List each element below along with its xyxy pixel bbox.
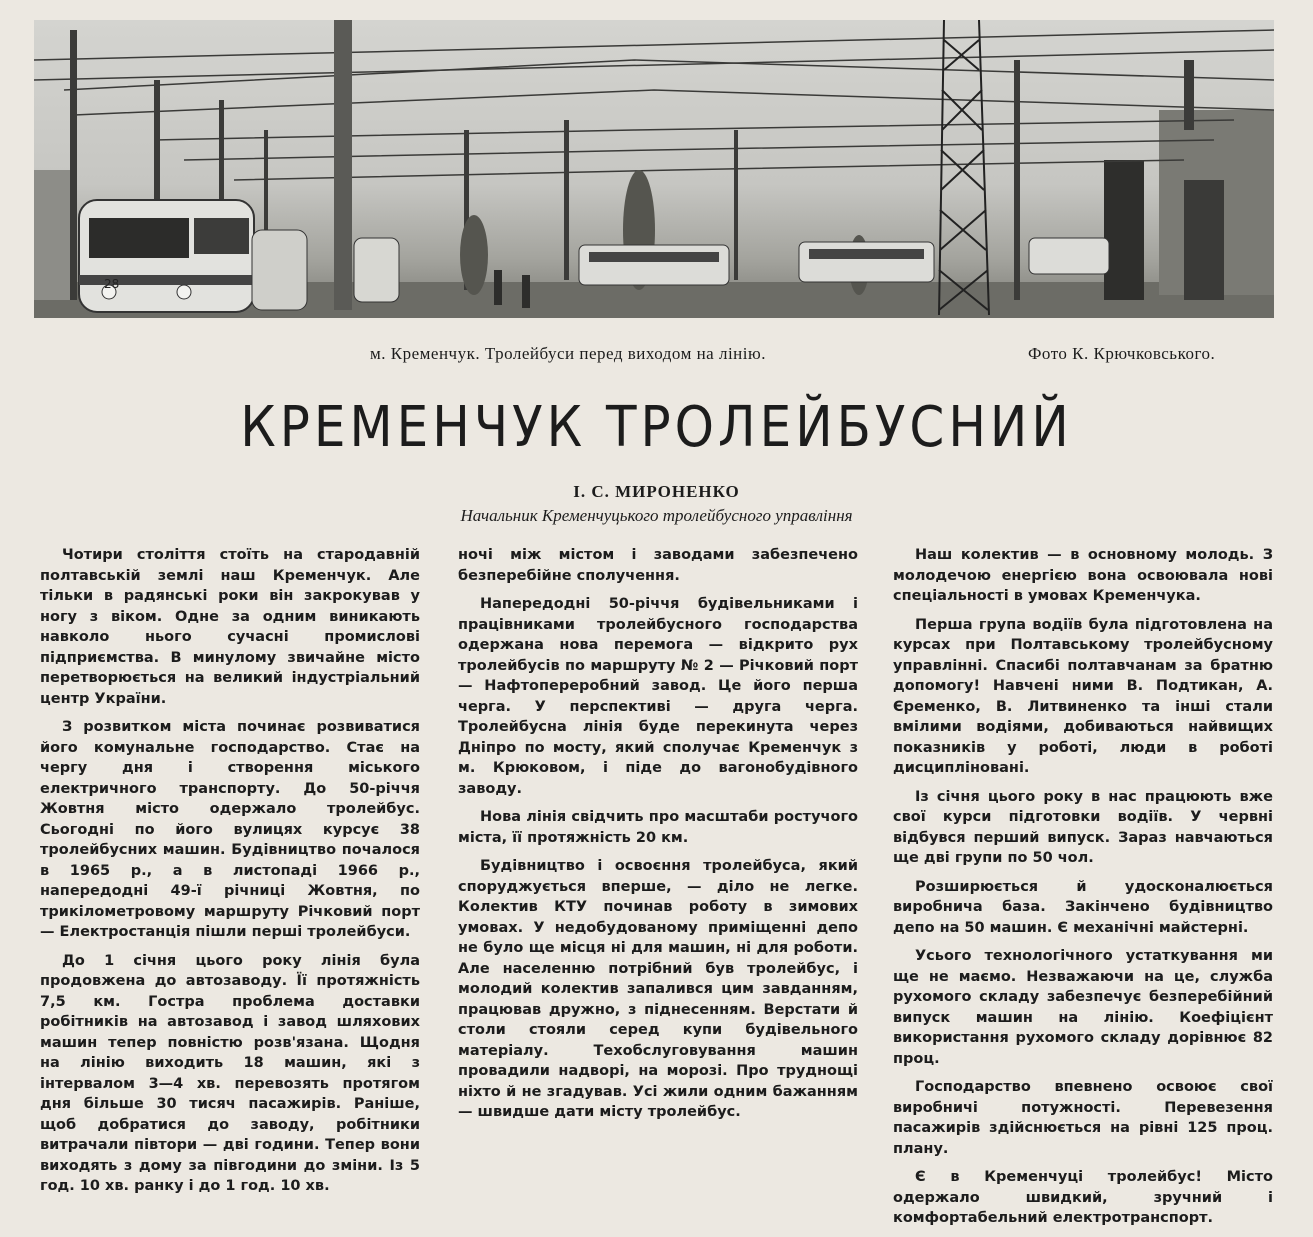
- article-headline: КРЕМЕНЧУК ТРОЛЕЙБУСНИЙ: [240, 394, 1073, 460]
- paragraph: До 1 січня цього року лінія була продовжена до автозаводу. Її протяжність 7,5 км. Гостра проблема доставки робітників на автозавод і завод шляхових машин тепер повністю розв'язана. Щодня на лінію виходить 18 машин, які з інтервалом 3—4 хв. перевозять протягом дня більше 30 тисяч пасажирів. Раніше, щоб добратися до заводу, робітники витрачали півтори — дві години. Тепер вони виходять з дому за півгодини до зміни. Із 5 год. 10 хв. ранку і до 1 год. 10 хв.: [40, 952, 420, 1194]
- article-photo: [34, 20, 1274, 318]
- paragraph: Чотири століття стоїть на стародавній полтавській землі наш Кременчук. Але тільки в радянські роки він закрокував у ногу з віком. Одне за одним виникають навколо нього сучасні промислові підприємства. В минулому звичайне місто перетворюється на великий індустріальний центр України.: [40, 547, 420, 707]
- article-column-1: [40, 545, 420, 1205]
- paragraph: Із січня цього року в нас працюють вже свої курси підготовки водіїв. У червні відбувся перший випуск. Зараз навчаються ще дві групи по 50 чол.: [893, 788, 1273, 866]
- paragraph-continuation: ночі між містом і заводами забезпечено безперебійне сполучення.: [458, 547, 858, 584]
- trolleybus-28: [79, 200, 254, 312]
- paragraph: Усього технологічного устаткування ми ще не маємо. Незважаючи на це, служба рухомого складу забезпечує безперебійний випуск машин на лінію. Коефіцієнт використання рухомого складу дорівнює 82 проц.: [893, 948, 1273, 1067]
- paragraph: Перша група водіїв була підготовлена на курсах при Полтавському тролейбусному управлінні. Спасибі полтавчанам за братню допомогу! Навчені ними В. Подтикан, А. Єременко, В. Литвиненко та інші стали вмілими водіями, добиваються найвищих показників у роботі, люди в роботі дисципліновані.: [893, 616, 1273, 776]
- paragraph: Розширюється й удосконалюється виробнича база. Закінчено будівництво депо на 50 машин. Є механічні майстерні.: [893, 878, 1273, 936]
- article-column-2: [458, 545, 858, 1131]
- bus-number-label: 28: [104, 277, 120, 291]
- paragraph: Господарство впевнено освоює свої виробничі потужності. Перевезення пасажирів здійснюється на рівні 125 проц. плану.: [893, 1079, 1273, 1157]
- article-column-3: [893, 545, 1273, 1237]
- paragraph: Напередодні 50-річчя будівельниками і працівниками тролейбусного господарства одержана нова перемога — відкрито рух тролейбусів по маршруту № 2 — Річковий порт — Нафтопереробний завод. Це його перша черга. У перспективі — друга черга. Тролейбусна лінія буде перекинута через Дніпро по мосту, який сполучає Кременчук з м. Крюковом, і піде до вагонобудівного заводу.: [458, 596, 858, 797]
- paragraph: Наш колектив — в основному молодь. З молодечою енергією вона освоювала нові спеціальності в умовах Кременчука.: [893, 547, 1273, 604]
- photo-credit: Фото К. Крючковського.: [1028, 344, 1216, 363]
- article-author: І. С. МИРОНЕНКО: [573, 482, 740, 501]
- paragraph: Нова лінія свідчить про масштаби ростучого міста, її протяжність 20 км.: [458, 809, 858, 846]
- trolleybus-photo-illustration: [34, 20, 1274, 318]
- paragraph: Будівництво і освоєння тролейбуса, який споруджується вперше, — діло не легке. Колектив КТУ починав роботу в зимових умовах. У недобудованому приміщенні депо не було ще місця ні для машин, ні для роботи. Але населенню потрібний був тролейбус, і молодий колектив запалився цим завданням, працював дружно, з піднесенням. Верстати й столи стояли серед купи будівельного матеріалу. Техобслуговування машин провадили надворі, на морозі. Про труднощі ніхто й не згадував. Усі жили одним бажанням — швидше дати місту тролейбус.: [458, 858, 858, 1120]
- photo-caption: м. Кременчук. Тролейбуси перед виходом на лінію.: [370, 344, 766, 363]
- paragraph: Є в Кременчуці тролейбус! Місто одержало швидкий, зручний і комфортабельний електротранспорт.: [893, 1169, 1273, 1226]
- paragraph: З розвитком міста починає розвиватися його комунальне господарство. Стає на чергу дня і створення міського електричного транспорту. До 50-річчя Жовтня місто одержало тролейбус. Сьогодні по його вулицях курсує 38 тролейбусних машин. Будівництво почалося в 1965 р., а в листопаді 1966 р., напередодні 49-ї річниці Жовтня, по трикілометровому маршруту Річковий порт — Електростанція пішли перші тролейбуси.: [40, 719, 420, 940]
- author-title: Начальник Кременчуцького тролейбусного управління: [460, 506, 853, 525]
